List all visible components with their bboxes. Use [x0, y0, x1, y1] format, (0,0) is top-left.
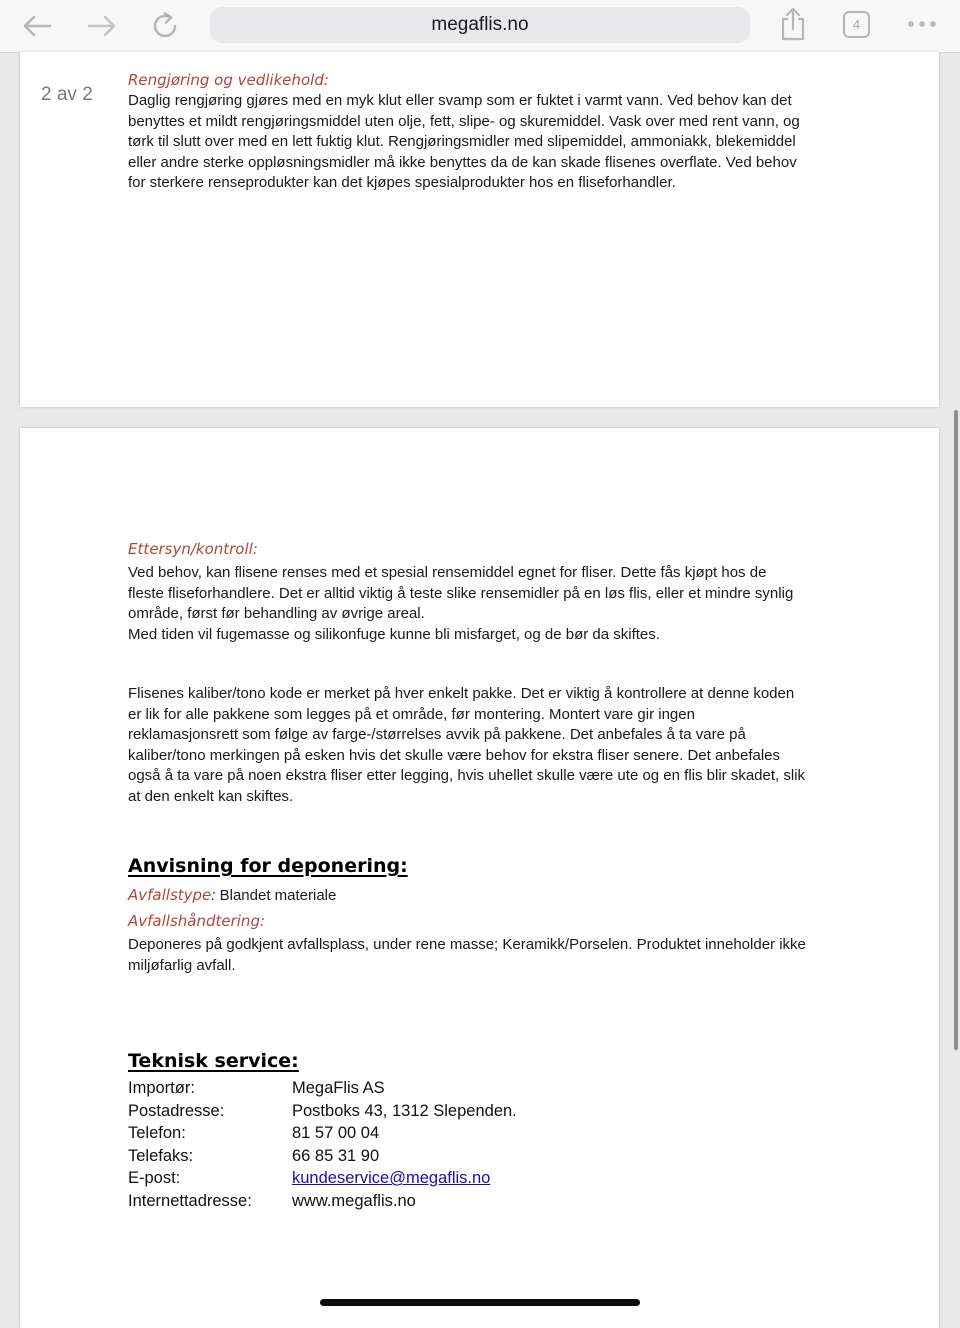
- ellipsis-icon: [907, 20, 937, 28]
- contact-label: Internettadresse:: [128, 1192, 252, 1210]
- text-line: fleste fliseforhandlere. Det er alltid viktig å teste slike rensemidler på en løs flis, eller et mindre synlig: [128, 584, 794, 602]
- page-indicator: 2 av 2: [41, 84, 93, 105]
- text-line: Daglig rengjøring gjøres med en myk klut eller svamp som er fuktet i varmt vann. Ved behov kan det: [128, 92, 792, 109]
- waste-type-colon: :: [211, 887, 216, 904]
- contact-value: Postboks 43, 1312 Slependen.: [292, 1102, 517, 1120]
- contact-value: www.megaflis.no: [292, 1192, 416, 1210]
- share-icon: [779, 7, 807, 41]
- contact-row-fax: [128, 1147, 379, 1166]
- waste-type-label: Avfallstype: [128, 886, 212, 904]
- text-line: miljøfarlig avfall.: [128, 956, 236, 974]
- text-line: eller andre sterke oppløsningsmidler må ikke benyttes da de kan skade flisenes overflate. Ved behov: [128, 153, 797, 171]
- service-heading: Teknisk service:: [128, 1050, 299, 1072]
- contact-label: Importør:: [128, 1079, 195, 1097]
- waste-type-line: [128, 886, 336, 904]
- contact-label: Telefon:: [128, 1124, 186, 1142]
- text-line: at den enkelt kan skiftes.: [128, 787, 294, 805]
- contact-row-address: [128, 1102, 517, 1121]
- reload-button[interactable]: [148, 8, 184, 44]
- text-line: kaliber/tono merkingen på esken hvis det skulle være behov for ekstra fliser senere. Det anbefales: [128, 746, 781, 764]
- tabs-button[interactable]: [843, 11, 870, 38]
- share-button[interactable]: [775, 6, 811, 42]
- text-line: Flisenes kaliber/tono kode er merket på hver enkelt pakke. Det er viktig å kontrollere at denne koden: [128, 685, 795, 702]
- waste-type-value: Blandet materiale: [215, 887, 337, 904]
- tab-count: 4: [852, 17, 861, 32]
- text-line: er lik for alle pakkene som legges på et område, før montering. Montert vare gir ingen: [128, 705, 695, 723]
- cleaning-paragraph: [128, 91, 833, 194]
- scrollbar[interactable]: [954, 410, 958, 1050]
- arrow-left-icon: [22, 14, 52, 38]
- text-line: også å ta vare på noen ekstra fliser etter legging, hvis uhellet skulle være ute og en flis blir skadet, slik: [128, 767, 806, 784]
- url-text: megaflis.no: [431, 14, 529, 35]
- text-line: benyttes et mildt rengjøringsmiddel uten olje, fett, slipe- og skuremiddel. Vask over med rent vann, og: [128, 112, 800, 130]
- browser-toolbar: [0, 0, 960, 53]
- waste-handling-label: Avfallshåndtering:: [128, 912, 266, 930]
- waste-handling-paragraph: [128, 935, 848, 976]
- text-line: for sterkere renseprodukter kan det kjøpes spesialprodukter hos en fliseforhandler.: [128, 174, 676, 191]
- contact-label: Telefaks:: [128, 1147, 194, 1165]
- text-line: Deponeres på godkjent avfallsplass, under rene masse; Keramikk/Porselen. Produktet inneholder ikke: [128, 936, 806, 953]
- contact-value: 66 85 31 90: [292, 1147, 380, 1165]
- contact-value: MegaFlis AS: [292, 1079, 385, 1097]
- back-button[interactable]: [19, 8, 55, 44]
- home-indicator[interactable]: [320, 1299, 640, 1306]
- caliber-paragraph: [128, 684, 833, 807]
- disposal-heading: Anvisning for deponering:: [128, 855, 408, 877]
- email-link[interactable]: kundeservice@megaflis.no: [292, 1169, 491, 1187]
- text-line: tørk til slutt over med en lett fuktig klut. Rengjøringsmidler med slipemiddel, ammoniakk, blekemiddel: [128, 133, 796, 150]
- contact-row-website: [128, 1192, 416, 1211]
- more-button[interactable]: [904, 14, 940, 34]
- contact-label: Postadresse:: [128, 1102, 225, 1120]
- arrow-right-icon: [87, 14, 117, 38]
- text-line: Ved behov, kan flisene renses med et spesial rensemiddel egnet for fliser. Dette fås kjøpt hos de: [128, 564, 767, 581]
- contact-row-email: [128, 1169, 490, 1188]
- text-line: område, først før behandling av øvrige areal.: [128, 605, 425, 622]
- contact-row-importer: [128, 1079, 385, 1098]
- address-bar[interactable]: [210, 7, 750, 43]
- text-line: Med tiden vil fugemasse og silikonfuge kunne bli misfarget, og de bør da skiftes.: [128, 625, 660, 643]
- contact-row-phone: [128, 1124, 379, 1143]
- reload-icon: [151, 11, 181, 41]
- forward-button[interactable]: [84, 8, 120, 44]
- contact-value: 81 57 00 04: [292, 1124, 380, 1142]
- inspection-paragraph: [128, 563, 833, 645]
- cleaning-heading: Rengjøring og vedlikehold:: [128, 71, 329, 89]
- inspection-heading: Ettersyn/kontroll:: [128, 540, 258, 558]
- contact-label: E-post:: [128, 1169, 181, 1187]
- text-line: reklamasjonsrett som følge av farge-/størrelses avvik på pakkene. Det anbefales å ta vare på: [128, 726, 746, 743]
